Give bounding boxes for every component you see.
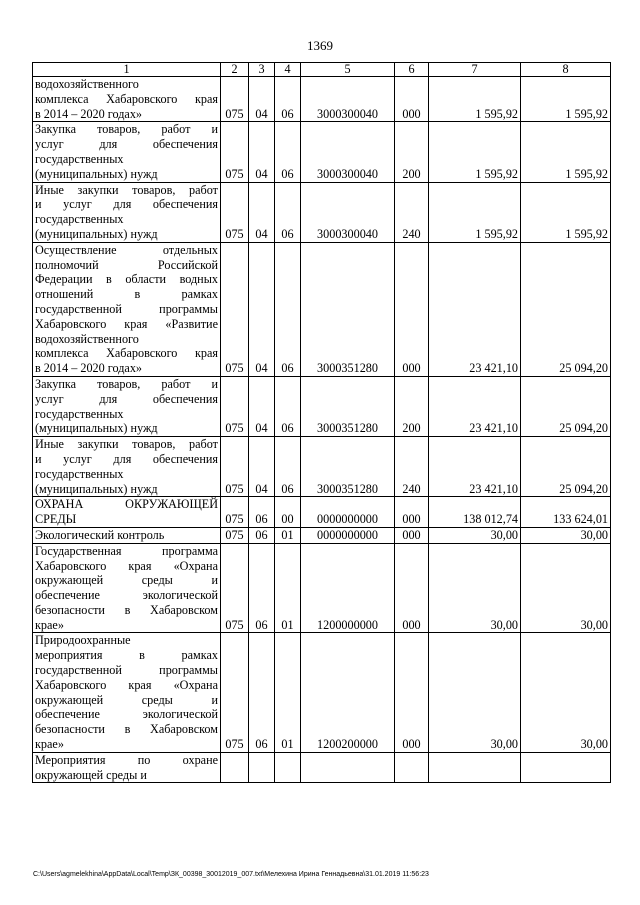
row-name-line: водохозяйственного <box>35 77 139 91</box>
row-name-line: безопасности в Хабаровском <box>35 722 218 737</box>
table-row <box>33 122 611 182</box>
row-name-line: Природоохранные <box>35 633 131 648</box>
target-article-cell: 3000351280 <box>301 242 395 376</box>
row-name-line: окружающей среды и <box>35 767 147 782</box>
amount-year2-cell: 30,00 <box>521 527 611 543</box>
row-name-line: в 2014 – 2020 годах» <box>35 106 143 121</box>
subsection-code-cell: 06 <box>275 242 301 376</box>
ministry-code-cell: 075 <box>221 182 249 242</box>
row-name-line: водохозяйственного <box>35 331 139 346</box>
table-row <box>33 752 611 783</box>
ministry-code-cell: 075 <box>221 77 249 122</box>
amount-year2-cell: 1 595,92 <box>521 77 611 122</box>
subsection-code-cell: 01 <box>275 527 301 543</box>
expense-type-cell: 000 <box>395 543 429 633</box>
expense-type-cell: 000 <box>395 633 429 752</box>
row-name-line: Закупка товаров, работ и <box>35 122 218 137</box>
row-name-line: Хабаровского края «Развитие <box>35 316 218 331</box>
row-name-line: Осуществление отдельных <box>35 242 218 257</box>
amount-year1-cell: 1 595,92 <box>429 182 521 242</box>
row-name-cell <box>33 527 221 543</box>
target-article-cell: 1200200000 <box>301 633 395 752</box>
ministry-code-cell: 075 <box>221 543 249 633</box>
row-name-line: государственных <box>35 406 124 421</box>
amount-year1-cell: 23 421,10 <box>429 437 521 497</box>
ministry-code-cell <box>221 752 249 783</box>
ministry-code-cell: 075 <box>221 437 249 497</box>
subsection-code-cell: 06 <box>275 182 301 242</box>
row-name-line: окружающей среды и <box>35 692 218 707</box>
subsection-code-cell <box>275 752 301 783</box>
amount-year2-cell: 1 595,92 <box>521 182 611 242</box>
ministry-code-cell: 075 <box>221 497 249 528</box>
table-row <box>33 182 611 242</box>
section-code-cell: 04 <box>249 122 275 182</box>
amount-year2-cell: 1 595,92 <box>521 122 611 182</box>
target-article-cell: 3000351280 <box>301 437 395 497</box>
expense-type-cell: 000 <box>395 497 429 528</box>
row-name-line: Экологический контроль <box>35 527 165 542</box>
row-name-line: крае» <box>35 617 64 632</box>
row-name-line: услуг для обеспечения <box>35 137 218 152</box>
target-article-cell: 1200000000 <box>301 543 395 633</box>
table-row <box>33 242 611 376</box>
header-cell: 4 <box>275 63 301 77</box>
row-name-line: безопасности в Хабаровском <box>35 602 218 617</box>
row-name-cell <box>33 182 221 242</box>
header-cell: 6 <box>395 63 429 77</box>
row-name-cell <box>33 752 221 783</box>
row-name-line: Хабаровского края «Охрана <box>35 677 218 692</box>
target-article-cell: 0000000000 <box>301 527 395 543</box>
expense-type-cell: 000 <box>395 77 429 122</box>
subsection-code-cell: 06 <box>275 77 301 122</box>
amount-year1-cell: 138 012,74 <box>429 497 521 528</box>
row-name-line: услуг для обеспечения <box>35 391 218 406</box>
amount-year2-cell: 30,00 <box>521 633 611 752</box>
amount-year1-cell: 23 421,10 <box>429 242 521 376</box>
amount-year2-cell: 25 094,20 <box>521 437 611 497</box>
row-name-line: Иные закупки товаров, работ <box>35 437 218 452</box>
amount-year1-cell: 1 595,92 <box>429 122 521 182</box>
header-cell: 2 <box>221 63 249 77</box>
section-code-cell: 06 <box>249 497 275 528</box>
table-header-row <box>33 63 611 77</box>
expense-type-cell: 000 <box>395 242 429 376</box>
subsection-code-cell: 01 <box>275 633 301 752</box>
amount-year1-cell: 1 595,92 <box>429 77 521 122</box>
ministry-code-cell: 075 <box>221 242 249 376</box>
row-name-cell <box>33 543 221 633</box>
target-article-cell: 3000300040 <box>301 77 395 122</box>
target-article-cell: 3000300040 <box>301 122 395 182</box>
expense-type-cell <box>395 752 429 783</box>
row-name-cell <box>33 77 221 122</box>
amount-year1-cell <box>429 752 521 783</box>
row-name-line: крае» <box>35 737 64 752</box>
row-name-cell <box>33 437 221 497</box>
section-code-cell: 04 <box>249 182 275 242</box>
row-name-line: полномочий Российской <box>35 257 218 272</box>
section-code-cell: 06 <box>249 543 275 633</box>
table-row <box>33 633 611 752</box>
subsection-code-cell: 06 <box>275 122 301 182</box>
amount-year2-cell: 30,00 <box>521 543 611 633</box>
subsection-code-cell: 06 <box>275 376 301 436</box>
row-name-line: в 2014 – 2020 годах» <box>35 361 143 376</box>
row-name-cell <box>33 497 221 528</box>
row-name-line: отношений в рамках <box>35 287 218 302</box>
header-cell: 3 <box>249 63 275 77</box>
row-name-line: государственных <box>35 212 124 227</box>
header-cell: 8 <box>521 63 611 77</box>
expense-type-cell: 240 <box>395 437 429 497</box>
amount-year2-cell: 133 624,01 <box>521 497 611 528</box>
expense-type-cell: 240 <box>395 182 429 242</box>
row-name-line: государственной программы <box>35 663 218 678</box>
amount-year1-cell: 30,00 <box>429 633 521 752</box>
header-cell: 7 <box>429 63 521 77</box>
row-name-cell <box>33 242 221 376</box>
subsection-code-cell: 06 <box>275 437 301 497</box>
row-name-line: Иные закупки товаров, работ <box>35 182 218 197</box>
expense-type-cell: 200 <box>395 122 429 182</box>
row-name-line: СРЕДЫ <box>35 512 77 527</box>
section-code-cell: 04 <box>249 242 275 376</box>
row-name-cell <box>33 633 221 752</box>
row-name-line: обеспечение экологической <box>35 588 218 603</box>
table-row <box>33 543 611 633</box>
row-name-line: государственных <box>35 466 124 481</box>
row-name-line: (муниципальных) нужд <box>35 166 158 181</box>
row-name-line: Федерации в области водных <box>35 272 218 287</box>
section-code-cell <box>249 752 275 783</box>
table-row <box>33 437 611 497</box>
section-code-cell: 06 <box>249 633 275 752</box>
header-cell: 5 <box>301 63 395 77</box>
header-cell: 1 <box>33 63 221 77</box>
amount-year2-cell: 25 094,20 <box>521 242 611 376</box>
row-name-cell <box>33 376 221 436</box>
row-name-line: ОХРАНА ОКРУЖАЮЩЕЙ <box>35 497 218 512</box>
table-row <box>33 77 611 122</box>
row-name-line: государственных <box>35 151 124 166</box>
row-name-line: (муниципальных) нужд <box>35 481 158 496</box>
row-name-line: (муниципальных) нужд <box>35 226 158 241</box>
row-name-cell <box>33 122 221 182</box>
target-article-cell: 0000000000 <box>301 497 395 528</box>
target-article-cell <box>301 752 395 783</box>
amount-year1-cell: 30,00 <box>429 527 521 543</box>
ministry-code-cell: 075 <box>221 633 249 752</box>
row-name-line: окружающей среды и <box>35 573 218 588</box>
amount-year2-cell <box>521 752 611 783</box>
table-row <box>33 497 611 528</box>
row-name-line: Государственная программа <box>35 543 218 558</box>
target-article-cell: 3000300040 <box>301 182 395 242</box>
subsection-code-cell: 01 <box>275 543 301 633</box>
amount-year1-cell: 23 421,10 <box>429 376 521 436</box>
section-code-cell: 04 <box>249 77 275 122</box>
row-name-line: и услуг для обеспечения <box>35 197 218 212</box>
row-name-line: обеспечение экологической <box>35 707 218 722</box>
amount-year1-cell: 30,00 <box>429 543 521 633</box>
target-article-cell: 3000351280 <box>301 376 395 436</box>
row-name-line: Закупка товаров, работ и <box>35 376 218 391</box>
footer-file-path: C:\Users\agmelekhina\AppData\Local\Temp\ЗК_00398_30012019_007.txt\Мелехина Ирина Геннадьевна\31.01.2019 11:56:23 <box>33 871 429 878</box>
row-name-line: Хабаровского края «Охрана <box>35 558 218 573</box>
row-name-line: и услуг для обеспечения <box>35 451 218 466</box>
row-name-line: комплекса Хабаровского края <box>35 346 218 361</box>
section-code-cell: 04 <box>249 376 275 436</box>
subsection-code-cell: 00 <box>275 497 301 528</box>
amount-year2-cell: 25 094,20 <box>521 376 611 436</box>
ministry-code-cell: 075 <box>221 122 249 182</box>
page-number: 1369 <box>307 38 333 53</box>
budget-table <box>32 62 611 783</box>
section-code-cell: 04 <box>249 437 275 497</box>
row-name-line: комплекса Хабаровского края <box>35 91 218 106</box>
expense-type-cell: 200 <box>395 376 429 436</box>
row-name-line: мероприятия в рамках <box>35 648 218 663</box>
ministry-code-cell: 075 <box>221 527 249 543</box>
table-row <box>33 376 611 436</box>
expense-type-cell: 000 <box>395 527 429 543</box>
row-name-line: (муниципальных) нужд <box>35 421 158 436</box>
section-code-cell: 06 <box>249 527 275 543</box>
table-row <box>33 527 611 543</box>
row-name-line: Мероприятия по охране <box>35 752 218 767</box>
ministry-code-cell: 075 <box>221 376 249 436</box>
row-name-line: государственной программы <box>35 301 218 316</box>
